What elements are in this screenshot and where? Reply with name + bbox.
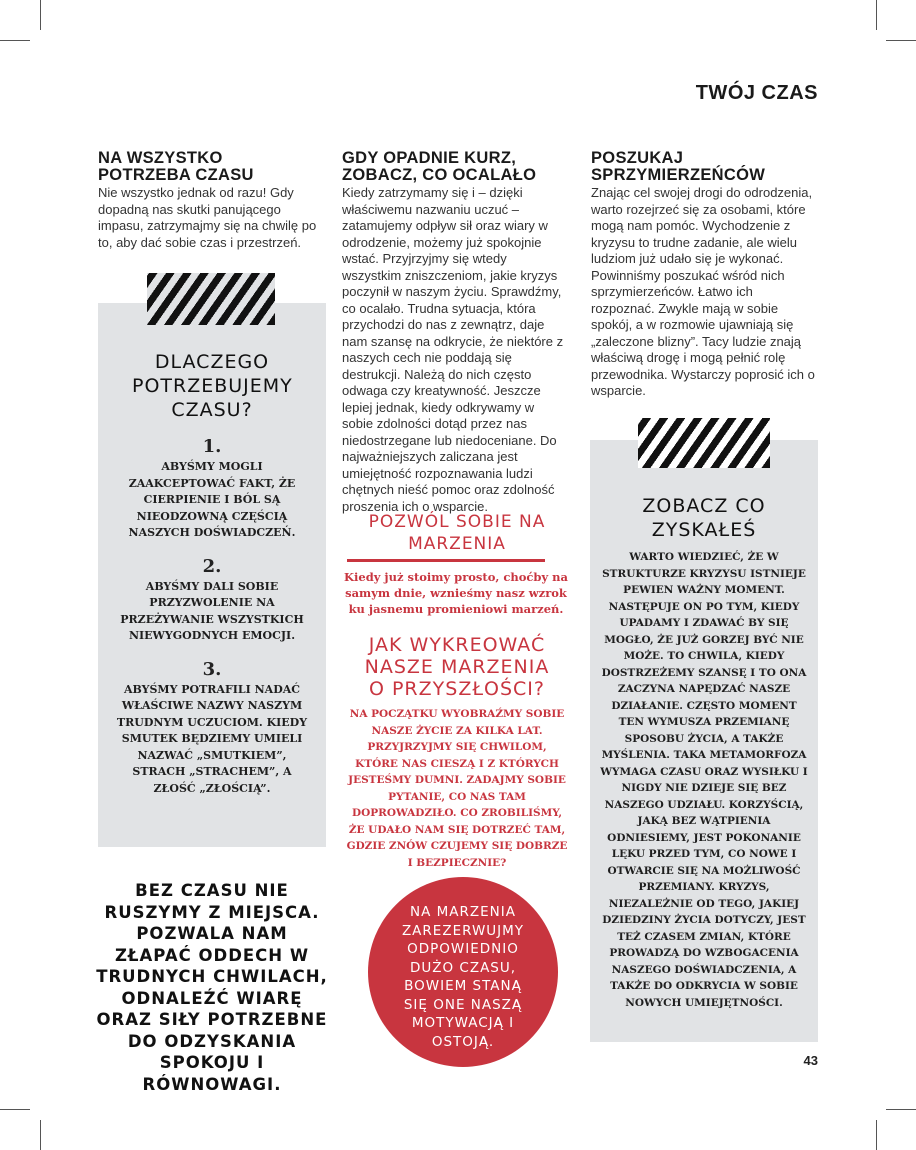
- col3-text: [591, 185, 820, 400]
- col2-heading: GDY OPADNIE KURZ, ZOBACZ, CO OCALAŁO: [342, 149, 537, 184]
- crop-mark: [876, 0, 877, 30]
- stripe-decoration: [638, 418, 770, 468]
- why-time-title: DLACZEGO POTRZEBUJEMY CZASU?: [132, 351, 293, 421]
- dream-body: NA POCZĄTKU WYOBRAŹMY SOBIE NASZE ŻYCIE ZA KILKA LAT. PRZYJRZYJMY SIĘ CHWILOM, KTÓRE NAS CIESZĄ I Z KTÓRYCH JESTEŚMY DUMNI. ZADAJMY SOBIE PYTANIE, CO NAS TAM DOPROWADZIŁO. CO ZROBILIŚMY, ŻE UDAŁO NAM SIĘ DOTRZEĆ TAM, GDZIE ZNÓW CZUJEMY SIĘ DOBRZE I BEZPIECZNIE?: [346, 708, 568, 869]
- gains-text: WARTO WIEDZIEĆ, ŻE W STRUKTURZE KRYZYSU ISTNIEJE PEWIEN WAŻNY MOMENT. NASTĘPUJE ON PO TYM, KIEDY UPADAMY I ZDAWAĆ BY SIĘ MOGŁO, ŻE JUŻ GORZEJ BYĆ NIE MOŻE. TO CHWILA, KIEDY DOSTRZEŻEMY SZANSĘ I TO ONA ZACZYNA NAPĘDZAĆ NASZE DZIAŁANIE. CZĘSTO MOMENT TEN WYMUSZA PRZEMIANĘ SPOSOBU ŻYCIA, A TAKŻE MYŚLENIA. TAKA METAMORFOZA WYMAGA CZASU ORAZ WYSIŁKU I NIGDY NIE DZIEJE SIĘ BEZ NASZEGO UDZIAŁU. KORZYŚCIĄ, JAKĄ BEZ WĄTPIENIA ODNIESIEMY, JEST POKONANIE LĘKU PRZED TYM, CO NOWE I OTWARCIE SIĘ NA MOŻLIWOŚĆ PRZEMIANY. KRYZYS, NIEZALEŻNIE OD TEGO, JAKIEJ DZIEDZINY ŻYCIA DOTYCZY, JEST TEŻ CZASEM ZMIAN, KTÓRE PROWADZĄ DO WZBOGACENIA NASZEGO DOŚWIADCZENIA, A TAKŻE DO ODKRYCIA W SOBIE NOWYCH UMIEJĘTNOŚCI.: [600, 551, 808, 1009]
- crop-mark: [0, 1109, 30, 1110]
- col2-text: [342, 185, 568, 515]
- col1-text: [98, 185, 322, 251]
- item-number: 1.: [202, 436, 222, 457]
- dream-circle-text: NA MARZENIA ZAREZERWUJMY ODPOWIEDNIO DUŻO CZASU, BOWIEM STANĄ SIĘ ONE NASZĄ MOTYWACJĄ I OSTOJĄ.: [401, 904, 525, 1050]
- crop-mark: [0, 40, 30, 41]
- page-number: 43: [803, 1053, 818, 1068]
- dream-heading: POZWÓL SOBIE NA MARZENIA: [368, 512, 546, 554]
- item-text: ABYŚMY MOGLI ZAAKCEPTOWAĆ FAKT, ŻE CIERPIENIE I BÓL SĄ NIEODZOWNĄ CZĘŚCIĄ NASZYCH DOŚWIADCZEŃ.: [128, 460, 296, 539]
- crop-mark: [886, 40, 916, 41]
- col2-paragraph: Kiedy zatrzymamy się i – dzięki właściwemu nazwaniu uczuć – zatamujemy odpływ sił oraz wiary w odrodzenie, możemy już spokojnie wstać. Przyjrzyjmy się wtedy wszystkim zniszczeniom, jakie kryzys poczynił w naszym życiu. Sprawdźmy, co ocalało. Trudna sytuacja, która przychodzi do nas z zewnątrz, daje nam szansę na odkrycie, że niektóre z naszych cech nie poddają się destrukcji. Należą do nich często odwaga czy kreatywność. Jeszcze lepiej jednak, kiedy odkrywamy w sobie zdolności dotąd przez nas niedostrzegane lub niedoceniane. Do najważniejszych zaliczana jest umiejętność rozpoznawania ludzi chętnych nieść pomoc oraz zdolność proszenia ich o wsparcie.: [342, 185, 564, 514]
- col3-paragraph: Znając cel swojej drogi do odrodzenia, warto rozejrzeć się za osobami, które mogą nam pomóc. Wychodzenie z kryzysu to trudne zadanie, ale wielu ludziom już udało się je wykonać. Powinniśmy poszukać wśród nich sprzymierzeńców. Łatwo ich rozpoznać. Zwykle mają w sobie spokój, a w rozmowie ujawniają się „zaleczone blizny”. Tacy ludzie znają właściwą drogę i mogą pełnić rolę przewodnika. Wystarczy poprosić ich o wsparcie.: [591, 185, 815, 398]
- stripe-decoration: [147, 273, 275, 325]
- gains-title: ZOBACZ CO ZYSKAŁEŚ: [642, 495, 766, 541]
- item-number: 3.: [202, 658, 222, 680]
- item-text: ABYŚMY DALI SOBIE PRZYZWOLENIE NA PRZEŻYWANIE WSZYSTKICH NIEWYGODNYCH EMOCJI.: [120, 579, 304, 642]
- dream-lead: Kiedy już stoimy prosto, choćby na samym dnie, wznieśmy nasz wzrok ku jasnemu promieniowi marzeń.: [344, 570, 568, 616]
- item-text: ABYŚMY POTRAFILI NADAĆ WŁAŚCIWE NAZWY NASZYM TRUDNYM UCZUCIOM. KIEDY SMUTEK BĘDZIEMY UMIELI NAZWAĆ „SMUTKIEM”, STRACH „STRACHEM”, A ZŁOŚĆ „ZŁOŚCIĄ”.: [116, 682, 308, 795]
- dream-divider: [347, 559, 545, 562]
- crop-mark: [886, 1109, 916, 1110]
- why-time-box-content: [108, 350, 316, 797]
- col1-paragraph: Nie wszystko jednak od razu! Gdy dopadną nas skutki panującego impasu, zatrzymajmy się na chwilę po to, aby dać sobie czas i przestrzeń.: [98, 185, 317, 250]
- section-title: TWÓJ CZAS: [695, 82, 818, 104]
- crop-mark: [40, 1120, 41, 1150]
- pull-quote: BEZ CZASU NIE RUSZYMY Z MIEJSCA. POZWALA NAM ZŁAPAĆ ODDECH W TRUDNYCH CHWILACH, ODNALEŹĆ WIARĘ ORAZ SIŁY POTRZEBNE DO ODZYSKANIA SPOKOJU I RÓWNOWAGI.: [96, 881, 328, 1094]
- crop-mark: [876, 1120, 877, 1150]
- item-number: 2.: [202, 555, 222, 577]
- col1-heading: NA WSZYSTKO POTRZEBA CZASU: [98, 149, 254, 184]
- dream-question: JAK WYKREOWAĆ NASZE MARZENIA O PRZYSZŁOŚCI?: [364, 634, 550, 700]
- crop-mark: [40, 0, 41, 30]
- col3-heading: POSZUKAJ SPRZYMIERZEŃCÓW: [591, 149, 766, 184]
